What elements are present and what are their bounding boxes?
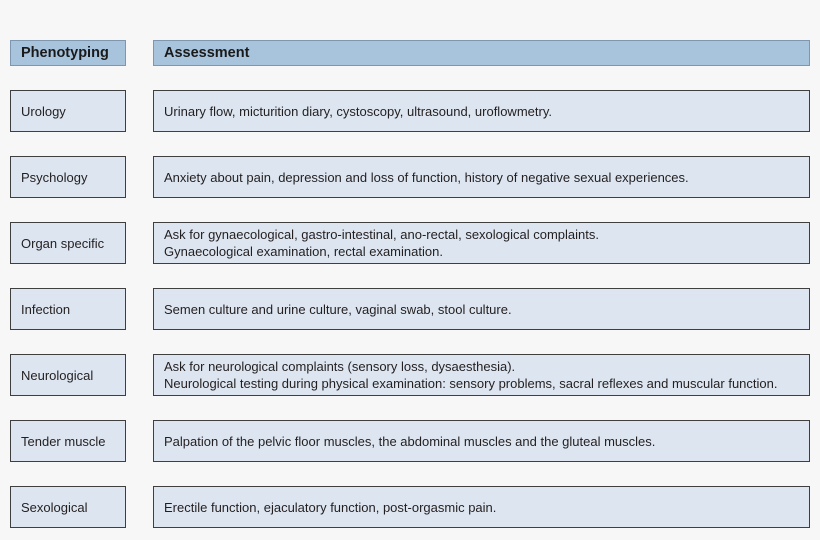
- assessment-box-neurological: [153, 354, 810, 396]
- phenotype-label: Neurological: [21, 367, 94, 383]
- assessment-box-tender-muscle: [153, 420, 810, 462]
- assessment-line: Urinary flow, micturition diary, cystoscopy, ultrasound, uroflowmetry.: [164, 103, 552, 119]
- phenotype-label: Sexological: [21, 499, 88, 515]
- phenotype-box-urology: [10, 90, 126, 132]
- phenotype-label: Urology: [21, 103, 66, 119]
- header-phenotyping: [10, 40, 126, 66]
- assessment-line: Anxiety about pain, depression and loss of function, history of negative sexual experiences.: [164, 169, 689, 185]
- assessment-box-sexological: [153, 486, 810, 528]
- phenotype-box-sexological: [10, 486, 126, 528]
- assessment-line: Ask for neurological complaints (sensory loss, dysaesthesia).: [164, 359, 516, 374]
- assessment-line: Palpation of the pelvic floor muscles, the abdominal muscles and the gluteal muscles.: [164, 433, 656, 449]
- phenotype-label: Tender muscle: [21, 433, 106, 449]
- phenotype-box-infection: [10, 288, 126, 330]
- phenotype-box-organ-specific: [10, 222, 126, 264]
- phenotype-box-tender-muscle: [10, 420, 126, 462]
- assessment-box-infection: [153, 288, 810, 330]
- header-assessment: [153, 40, 810, 66]
- assessment-line: Ask for gynaecological, gastro-intestinal, ano-rectal, sexological complaints.: [164, 227, 599, 242]
- assessment-box-psychology: [153, 156, 810, 198]
- phenotype-label: Organ specific: [21, 235, 105, 251]
- assessment-line: Erectile function, ejaculatory function, post-orgasmic pain.: [164, 499, 497, 515]
- assessment-line: Gynaecological examination, rectal examination.: [164, 244, 443, 259]
- phenotype-box-neurological: [10, 354, 126, 396]
- phenotype-box-psychology: [10, 156, 126, 198]
- assessment-line: Neurological testing during physical examination: sensory problems, sacral reflexes and muscular function.: [164, 376, 778, 391]
- assessment-box-urology: [153, 90, 810, 132]
- assessment-line: Semen culture and urine culture, vaginal swab, stool culture.: [164, 301, 512, 317]
- assessment-box-organ-specific: [153, 222, 810, 264]
- header-assessment-label: Assessment: [164, 44, 250, 61]
- header-phenotyping-label: Phenotyping: [21, 44, 109, 61]
- phenotype-label: Infection: [21, 301, 71, 317]
- phenotype-label: Psychology: [21, 169, 88, 185]
